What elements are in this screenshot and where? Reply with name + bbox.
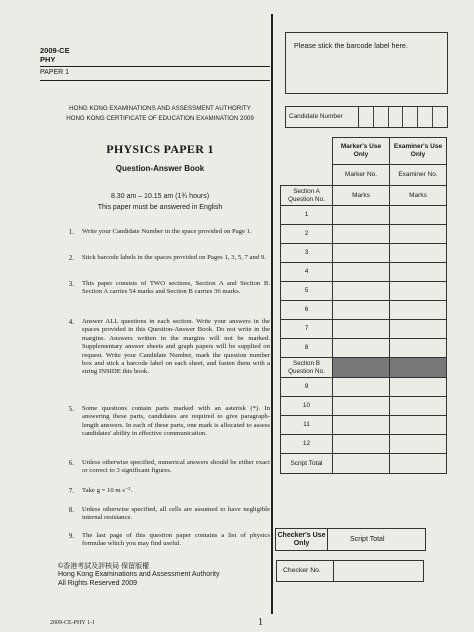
instruction-item bbox=[44, 506, 270, 523]
marks-table bbox=[280, 137, 447, 474]
section-a-label: Section A Question No. bbox=[281, 186, 333, 206]
instruction-number: 8. bbox=[68, 506, 74, 514]
instruction-number: 2. bbox=[68, 254, 74, 262]
marker-mark-cell bbox=[333, 320, 390, 339]
examiner-mark-cell bbox=[390, 339, 447, 358]
copyright-block bbox=[58, 563, 219, 588]
question-number: 6 bbox=[281, 301, 333, 320]
instruction-item bbox=[44, 459, 270, 476]
exam-name: HONG KONG CERTIFICATE OF EDUCATION EXAMINATION 2009 bbox=[66, 115, 254, 122]
instruction-number: 6. bbox=[68, 459, 74, 467]
instruction-text: Take g = 10 m s⁻². bbox=[82, 487, 133, 494]
question-number: 4 bbox=[281, 263, 333, 282]
script-total-label: Script Total bbox=[281, 454, 333, 474]
instruction-text: Unless otherwise specified, numerical answers should be either exact or correct to 3 significant figures. bbox=[82, 459, 270, 475]
question-row bbox=[281, 301, 447, 320]
question-number: 10 bbox=[281, 397, 333, 416]
question-row bbox=[281, 206, 447, 225]
language-note: This paper must be answered in English bbox=[97, 204, 223, 211]
instruction-text: Unless otherwise specified, all cells are assumed to have negligible internal resistance. bbox=[82, 506, 270, 522]
binding-line bbox=[271, 14, 273, 614]
marker-mark-cell bbox=[333, 282, 390, 301]
instruction-item bbox=[44, 405, 270, 439]
instruction-item bbox=[44, 280, 270, 297]
marker-mark-cell bbox=[333, 378, 390, 397]
copyright-rights: All Rights Reserved 2009 bbox=[58, 579, 137, 587]
candidate-digit-cell bbox=[433, 107, 447, 127]
instruction-text: The last page of this question paper contains a list of physics formulae which you may find useful. bbox=[82, 532, 270, 548]
marks-column-label: Marks bbox=[390, 186, 447, 206]
candidate-number-box bbox=[285, 106, 448, 128]
question-number: 7 bbox=[281, 320, 333, 339]
question-row bbox=[281, 244, 447, 263]
instruction-number: 7. bbox=[68, 487, 74, 495]
instruction-number: 1. bbox=[68, 228, 74, 236]
marker-mark-cell bbox=[333, 244, 390, 263]
checker-table bbox=[275, 528, 426, 551]
marker-mark-cell bbox=[333, 301, 390, 320]
instruction-text: This paper consists of TWO sections, Section A and Section B. Section A carries 54 marks and Section B carries 36 marks. bbox=[82, 280, 270, 296]
page-title: PHYSICS PAPER 1 bbox=[106, 142, 214, 156]
question-number: 2 bbox=[281, 225, 333, 244]
question-number: 9 bbox=[281, 378, 333, 397]
question-row bbox=[281, 378, 447, 397]
instruction-item bbox=[44, 532, 270, 549]
question-row bbox=[281, 263, 447, 282]
checker-script-total: Script Total bbox=[328, 529, 426, 551]
examiner-total-cell bbox=[390, 454, 447, 474]
question-number: 3 bbox=[281, 244, 333, 263]
shaded-cell bbox=[390, 358, 447, 378]
question-number: 5 bbox=[281, 282, 333, 301]
marker-total-cell bbox=[333, 454, 390, 474]
barcode-label-box bbox=[285, 32, 448, 94]
instruction-item bbox=[44, 318, 270, 377]
examiner-mark-cell bbox=[390, 378, 447, 397]
script-total-row bbox=[281, 454, 447, 474]
marker-mark-cell bbox=[333, 435, 390, 454]
marker-mark-cell bbox=[333, 397, 390, 416]
header-rule bbox=[40, 66, 270, 67]
page-number: 1 bbox=[258, 617, 263, 628]
org-name: HONG KONG EXAMINATIONS AND ASSESSMENT AUTHORITY bbox=[69, 105, 251, 112]
copyright-org: Hong Kong Examinations and Assessment Authority bbox=[58, 571, 220, 579]
question-row bbox=[281, 225, 447, 244]
marks-header-row bbox=[281, 138, 447, 165]
examiner-mark-cell bbox=[390, 320, 447, 339]
instruction-item bbox=[44, 254, 270, 262]
header-rule bbox=[40, 80, 270, 81]
marker-mark-cell bbox=[333, 263, 390, 282]
instruction-number: 4. bbox=[68, 318, 74, 326]
instruction-text: Some questions contain parts marked with an asterisk (*). In answering these parts, candidates are required to give paragraph-length answers. In each of these parts, one mark is allocated to assess candidates' ability in effective communication. bbox=[82, 405, 270, 438]
question-number: 1 bbox=[281, 206, 333, 225]
question-number: 11 bbox=[281, 416, 333, 435]
candidate-digit-cell bbox=[403, 107, 418, 127]
question-row bbox=[281, 282, 447, 301]
paper-code bbox=[40, 46, 70, 64]
question-row bbox=[281, 435, 447, 454]
marker-mark-cell bbox=[333, 225, 390, 244]
instruction-text: Stick barcode labels in the spaces provided on Pages 1, 3, 5, 7 and 9. bbox=[82, 254, 266, 261]
marker-use-header: Marker's Use Only bbox=[333, 138, 390, 165]
instruction-item bbox=[44, 487, 270, 495]
candidate-number-label: Candidate Number bbox=[286, 107, 359, 127]
barcode-instruction: Please stick the barcode label here. bbox=[294, 41, 408, 50]
examiner-no-label: Examiner No. bbox=[390, 165, 447, 186]
section-b-header-row bbox=[281, 358, 447, 378]
exam-time: 8.30 am – 10.15 am (1¾ hours) bbox=[110, 193, 210, 200]
instruction-number: 9. bbox=[68, 532, 74, 540]
marks-number-row bbox=[281, 165, 447, 186]
exam-code: 2009-CE bbox=[40, 46, 70, 55]
shaded-cell bbox=[333, 358, 390, 378]
examiner-mark-cell bbox=[390, 435, 447, 454]
blank-cell bbox=[281, 165, 333, 186]
instruction-text: Answer ALL questions in each section. Write your answers in the spaces provided in this Question-Answer Book. Do not write in the margins. Answers written in the margins will not be marked. Supplementary answer sheets and graph papers will be supplied on request. Write your Candidate Number, mark the question number box and stick a barcode label on each sheet, and fasten them with a string INSIDE this book. bbox=[82, 318, 270, 376]
examiner-mark-cell bbox=[390, 244, 447, 263]
blank-cell bbox=[281, 138, 333, 165]
examiner-mark-cell bbox=[390, 263, 447, 282]
instruction-item bbox=[44, 228, 270, 236]
section-b-label: Section B Question No. bbox=[281, 358, 333, 378]
paper-number: PAPER 1 bbox=[40, 69, 70, 76]
section-a-header-row bbox=[281, 186, 447, 206]
candidate-digit-cell bbox=[359, 107, 374, 127]
instruction-text: Write your Candidate Number in the space provided on Page 1. bbox=[82, 228, 252, 235]
question-row bbox=[281, 397, 447, 416]
subject-code: PHY bbox=[40, 55, 56, 64]
examiner-use-header: Examiner's Use Only bbox=[390, 138, 447, 165]
candidate-digit-cell bbox=[374, 107, 389, 127]
candidate-digit-cell bbox=[418, 107, 433, 127]
question-row bbox=[281, 320, 447, 339]
paper-id: 2009-CE-PHY 1-1 bbox=[50, 620, 95, 626]
question-row bbox=[281, 416, 447, 435]
question-row bbox=[281, 339, 447, 358]
marker-mark-cell bbox=[333, 339, 390, 358]
marker-mark-cell bbox=[333, 206, 390, 225]
marker-mark-cell bbox=[333, 416, 390, 435]
examiner-mark-cell bbox=[390, 282, 447, 301]
instruction-number: 3. bbox=[68, 280, 74, 288]
examiner-mark-cell bbox=[390, 397, 447, 416]
examiner-mark-cell bbox=[390, 225, 447, 244]
copyright-chinese: ©香港考試及評核局 保留版權 bbox=[58, 563, 150, 570]
instruction-number: 5. bbox=[68, 405, 74, 413]
book-subtitle: Question-Answer Book bbox=[115, 164, 205, 173]
marker-no-label: Marker No. bbox=[333, 165, 390, 186]
checker-number-label: Checker No. bbox=[277, 561, 334, 581]
examiner-mark-cell bbox=[390, 206, 447, 225]
examiner-mark-cell bbox=[390, 301, 447, 320]
checker-number-box bbox=[276, 560, 424, 582]
question-number: 12 bbox=[281, 435, 333, 454]
question-number: 8 bbox=[281, 339, 333, 358]
checker-use-label: Checker's Use Only bbox=[276, 529, 328, 551]
candidate-digit-cell bbox=[389, 107, 404, 127]
examiner-mark-cell bbox=[390, 416, 447, 435]
marks-column-label: Marks bbox=[333, 186, 390, 206]
